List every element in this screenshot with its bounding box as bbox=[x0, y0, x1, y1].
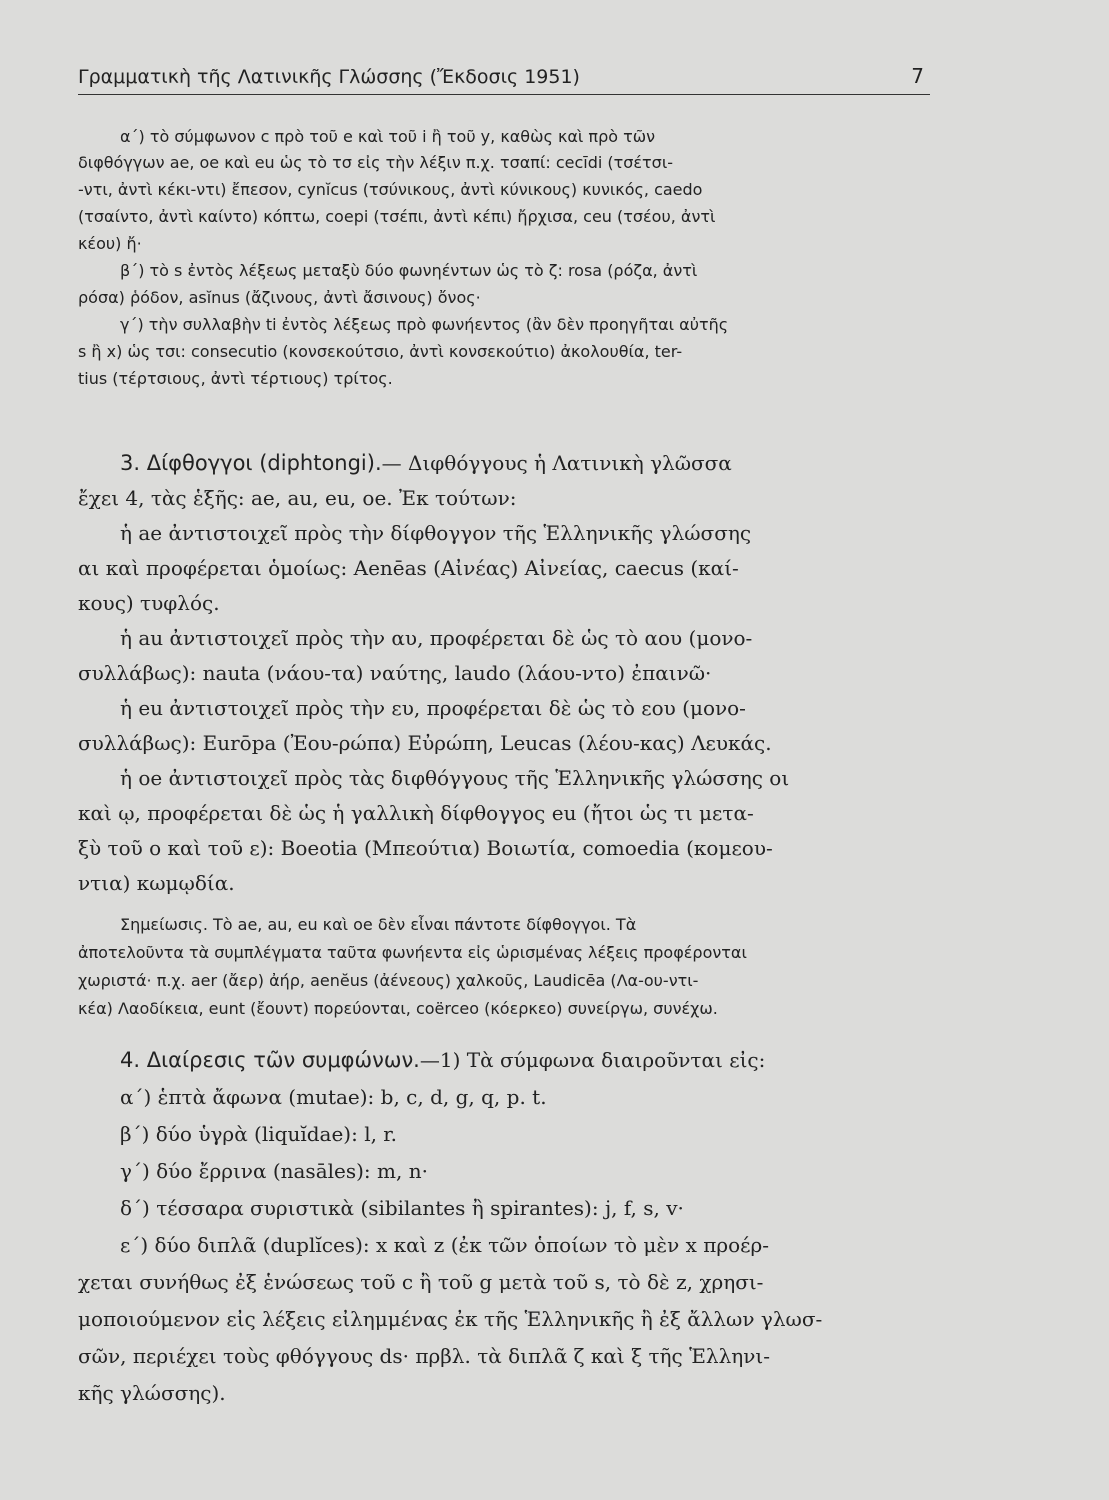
text-line: χεται συνήθως ἐξ ἑνώσεως τοῦ c ἢ τοῦ g μετὰ τοῦ s, τὸ δὲ z, χρησι- bbox=[78, 1270, 764, 1294]
text-line: ἔχει 4, τὰς ἑξῆς: ae, au, eu, oe. Ἐκ τούτων: bbox=[78, 486, 517, 510]
page-number: 7 bbox=[911, 64, 924, 88]
text-line: ἡ au ἀντιστοιχεῖ πρὸς τὴν αυ, προφέρεται δὲ ὡς τὸ αου (μονο- bbox=[120, 626, 753, 650]
section-4-heading-line: 4. Διαίρεσις τῶν συμφώνων.—1) Τὰ σύμφωνα διαιροῦνται εἰς: bbox=[120, 1048, 766, 1072]
list-item: α΄) ἑπτὰ ἄφωνα (mutae): b, c, d, g, q, p. t. bbox=[120, 1085, 547, 1109]
text-line: κους) τυφλός. bbox=[78, 591, 220, 615]
text-line: μοποιούμενον εἰς λέξεις εἰλημμένας ἐκ τῆς Ἑλληνικῆς ἢ ἐξ ἄλλων γλωσ- bbox=[78, 1307, 823, 1331]
text-line: σῶν, περιέχει τοὺς φθόγγους ds· πρβλ. τὰ διπλᾶ ζ καὶ ξ τῆς Ἑλληνι- bbox=[78, 1344, 770, 1368]
text-line: -ντι, ἀντὶ κέκι-ντι) ἔπεσον, cynĭcus (τσύνικους, ἀντὶ κύνικους) κυνικός, caedo bbox=[78, 180, 703, 199]
list-item: δ΄) τέσσαρα συριστικὰ (sibilantes ἢ spirantes): j, f, s, v· bbox=[120, 1196, 684, 1220]
running-title: Γραμματικὴ τῆς Λατινικῆς Γλώσσης (Ἔκδοσις 1951) bbox=[78, 66, 580, 88]
list-item: ε΄) δύο διπλᾶ (duplĭces): x καὶ z (ἐκ τῶν ὁποίων τὸ μὲν x προέρ- bbox=[120, 1233, 770, 1257]
list-item: β΄) δύο ὑγρὰ (liquĭdae): l, r. bbox=[120, 1122, 398, 1146]
text-line: β΄) τὸ s ἐντὸς λέξεως μεταξὺ δύο φωνηέντων ὡς τὸ ζ: rosa (ρόζα, ἀντὶ bbox=[120, 261, 698, 280]
note-line: ἀποτελοῦντα τὰ συμπλέγματα ταῦτα φωνήεντα εἰς ὡρισμένας λέξεις προφέρονται bbox=[78, 943, 747, 962]
text-line: αι καὶ προφέρεται ὁμοίως: Aenēas (Αἰνέας) Αἰνείας, caecus (καί- bbox=[78, 556, 739, 580]
text-line: κῆς γλώσσης). bbox=[78, 1381, 226, 1405]
text-line: ἡ oe ἀντιστοιχεῖ πρὸς τὰς διφθόγγους τῆς Ἑλληνικῆς γλώσσης οι bbox=[120, 766, 790, 790]
text-line: tius (τέρτσιους, ἀντὶ τέρτιους) τρίτος. bbox=[78, 369, 393, 388]
text-line: διφθόγγων ae, oe καὶ eu ὡς τὸ τσ εἰς τὴν λέξιν π.χ. τσαπί: cecīdi (τσέτσι- bbox=[78, 153, 674, 172]
note-line: κέα) Λαοδίκεια, eunt (ἔουντ) πορεύονται, coërceo (κόερκεο) συνείργω, συνέχω. bbox=[78, 999, 718, 1018]
section-3-heading-line: 3. Δίφθογγοι (diphtongi).— Διφθόγγους ἡ Λατινικὴ γλῶσσα bbox=[120, 451, 732, 475]
section-4-heading: 4. Διαίρεσις τῶν συμφώνων. bbox=[120, 1048, 420, 1072]
note-line: χωριστά· π.χ. aer (ἄερ) ἀήρ, aenĕus (ἀένεους) χαλκοῦς, Laudicēa (Λα-ου-ντι- bbox=[78, 971, 699, 990]
text-line: s ἢ x) ὡς τσι: consecutio (κονσεκούτσιο, ἀντὶ κονσεκούτιο) ἀκολουθία, ter- bbox=[78, 342, 683, 361]
text-line: ἡ ae ἀντιστοιχεῖ πρὸς τὴν δίφθογγον τῆς Ἑλληνικῆς γλώσσης bbox=[120, 521, 752, 545]
list-item: γ΄) δύο ἔρρινα (nasāles): m, n· bbox=[120, 1159, 428, 1183]
text-line: ρόσα) ῥόδον, asĭnus (ἄζινους, ἀντὶ ἄσινους) ὄνος· bbox=[78, 288, 481, 307]
text-line: α΄) τὸ σύμφωνον c πρὸ τοῦ e καὶ τοῦ i ἢ τοῦ y, καθὼς καὶ πρὸ τῶν bbox=[120, 127, 656, 146]
note-line: Σημείωσις. Τὸ ae, au, eu καὶ oe δὲν εἶναι πάντοτε δίφθογγοι. Τὰ bbox=[120, 915, 637, 934]
text-line: γ΄) τὴν συλλαβὴν ti ἐντὸς λέξεως πρὸ φωνήεντος (ἂν δὲν προηγῆται αὐτῆς bbox=[120, 315, 729, 334]
text-line: ἡ eu ἀντιστοιχεῖ πρὸς τὴν ευ, προφέρεται δὲ ὡς τὸ εου (μονο- bbox=[120, 696, 746, 720]
text-line: ντια) κωμῳδία. bbox=[78, 871, 235, 895]
text-line: συλλάβως): nauta (νάου-τα) ναύτης, laudo (λάου-ντο) ἐπαινῶ· bbox=[78, 661, 712, 685]
text-line: ξὺ τοῦ ο καὶ τοῦ ε): Boeotia (Μπεούτια) Βοιωτία, comoedia (κομεου- bbox=[78, 836, 773, 860]
text-line: (τσαίντο, ἀντὶ καίντο) κόπτω, coepi (τσέπι, ἀντὶ κέπι) ἤρχισα, ceu (τσέου, ἀντὶ bbox=[78, 207, 716, 226]
section-3-heading: 3. Δίφθογγοι (diphtongi). bbox=[120, 451, 382, 475]
running-header bbox=[78, 64, 930, 95]
text-line: καὶ ῳ, προφέρεται δὲ ὡς ἡ γαλλικὴ δίφθογγος eu (ἤτοι ὡς τι μετα- bbox=[78, 801, 754, 825]
text-line: συλλάβως): Eurōpa (Ἐου-ρώπα) Εὐρώπη, Leucas (λέου-κας) Λευκάς. bbox=[78, 731, 772, 755]
text-line: κέου) ἤ· bbox=[78, 234, 142, 253]
